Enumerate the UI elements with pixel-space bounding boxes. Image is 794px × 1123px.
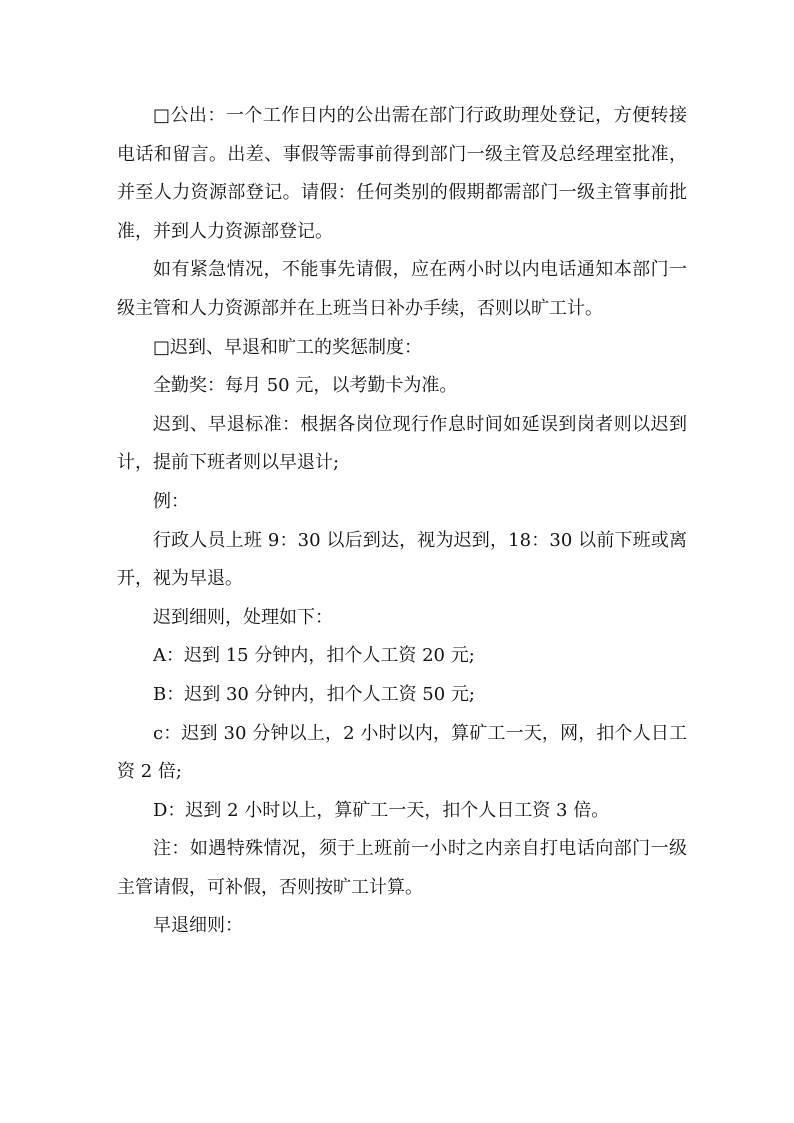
paragraph-early-leave-heading: 早退细则： [153,915,243,937]
paragraph-rule-c: c：迟到 30 分钟以上，2 小时以内，算矿工一天，网，扣个人日工资 2 倍; [117,722,687,783]
paragraph-note: 注：如遇特殊情况，须于上班前一小时之内亲自打电话向部门一级主管请假，可补假，否则按旷工计算。 [117,838,687,898]
paragraph-emergency: 如有紧急情况，不能事先请假，应在两小时以内电话通知本部门一级主管和人力资源部并在上班当日补办手续，否则以旷工计。 [117,259,687,319]
paragraph-example-label: 例： [153,490,189,512]
paragraph-business-leave: □公出：一个工作日内的公出需在部门行政助理处登记，方便转接电话和留言。出差、事假等需事前得到部门一级主管及总经理室批准，并至人力资源部登记。请假：任何类别的假期都需部门一级主管事前批准，并到人力资源部登记。 [117,105,687,242]
paragraph-rule-d: D：迟到 2 小时以上，算矿工一天，扣个人日工资 3 倍。 [153,799,610,821]
paragraph-example: 行政人员上班 9：30 以后到达，视为迟到，18：30 以前下班或离开，视为早退。 [117,529,687,590]
paragraph-heading-rewards: □迟到、早退和旷工的奖惩制度： [153,336,423,358]
paragraph-rule-b: B：迟到 30 分钟内，扣个人工资 50 元; [153,683,475,705]
paragraph-full-attendance: 全勤奖：每月 50 元，以考勤卡为准。 [153,375,458,397]
paragraph-late-standard: 迟到、早退标准：根据各岗位现行作息时间如延误到岗者则以迟到计，提前下班者则以早退计; [117,413,687,474]
document-body [117,97,687,946]
paragraph-late-rules-heading: 迟到细则，处理如下： [153,606,333,628]
paragraph-rule-a: A：迟到 15 分钟内，扣个人工资 20 元; [153,645,475,667]
